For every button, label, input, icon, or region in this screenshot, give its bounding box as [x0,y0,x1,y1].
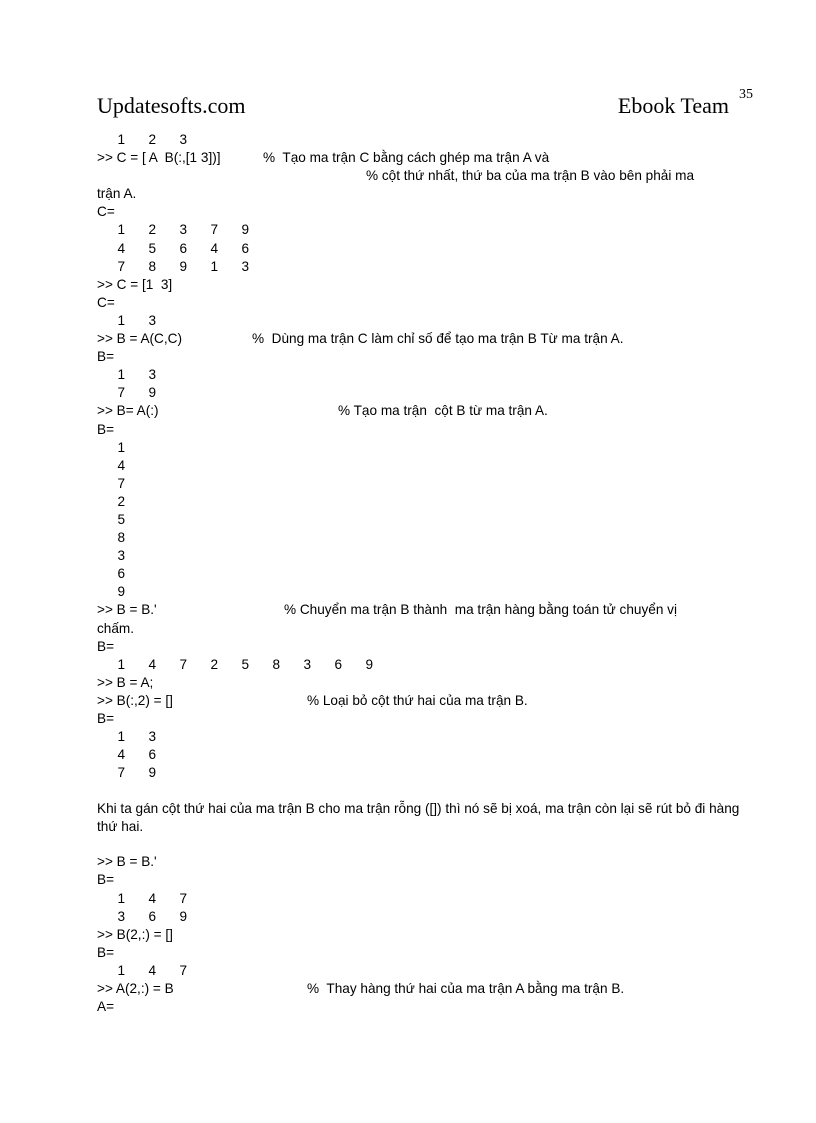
code-line [97,421,757,439]
matrix-value: 7 [117,385,125,401]
code-text: B= [97,872,115,888]
matrix-value: 4 [148,890,156,906]
code-line [97,853,757,871]
matrix-value: 3 [241,258,249,274]
matrix-value: 2 [148,132,156,147]
code-comment: % Dùng ma trận C làm chỉ số để tạo ma trận B Từ ma trận A. [252,331,624,347]
matrix-value: 6 [148,908,156,924]
matrix-value: 1 [117,222,125,238]
code-text: >> B = A; [97,674,154,690]
code-text: >> B = B.' [97,854,157,870]
matrix-value: 1 [117,890,125,906]
matrix-value: 3 [117,908,125,924]
matrix-value: 3 [179,222,187,238]
matrix-row [97,908,757,926]
code-line [97,149,757,167]
matrix-value: 6 [179,240,187,256]
matrix-row [97,746,757,764]
team-name [617,87,753,119]
matrix-value: 5 [241,656,249,672]
code-line [97,638,757,656]
code-line [97,710,757,728]
code-line [97,330,757,348]
matrix-value: 9 [179,258,187,274]
matrix-value: 3 [148,367,156,383]
code-comment: % Loại bỏ cột thứ hai của ma trận B. [307,692,528,708]
matrix-row [97,131,757,149]
matrix-value: 1 [117,962,125,978]
matrix-row [97,511,757,529]
code-text: A= [97,999,115,1015]
matrix-value: 7 [117,258,125,274]
matrix-value: 1 [117,132,125,147]
matrix-row [97,240,757,258]
matrix-value: 9 [241,222,249,238]
code-text: B= [97,349,115,365]
matrix-row [97,384,757,402]
code-text: B= [97,421,115,437]
code-text: >> B(:,2) = [] [97,692,173,708]
matrix-value: 7 [117,765,125,781]
matrix-value: 4 [117,240,125,256]
code-line [97,692,757,710]
matrix-value: 4 [210,240,218,256]
page-number: 35 [739,87,753,102]
matrix-row [97,728,757,746]
code-line [97,601,757,619]
code-block-1 [97,131,757,782]
matrix-value: 4 [148,656,156,672]
code-line [97,167,757,185]
code-text: C= [97,204,115,220]
matrix-value: 1 [210,258,218,274]
matrix-value: 7 [179,962,187,978]
site-name: Updatesofts.com [97,93,246,118]
code-comment: % Tạo ma trận cột B từ ma trận A. [338,403,548,419]
matrix-value: 4 [117,457,125,473]
matrix-value: 6 [334,656,342,672]
matrix-value: 2 [148,222,156,238]
page-header [97,87,753,123]
matrix-row [97,221,757,239]
matrix-value: 2 [117,493,125,509]
code-text: B= [97,711,115,726]
matrix-value: 6 [241,240,249,256]
matrix-value: 7 [179,656,187,672]
code-text: >> B= A(:) [97,403,159,419]
matrix-value: 1 [117,312,125,328]
matrix-value: 2 [210,656,218,672]
code-line [97,348,757,366]
matrix-value: 5 [148,240,156,256]
matrix-value: 3 [148,312,156,328]
matrix-value: 1 [117,367,125,383]
matrix-row [97,258,757,276]
matrix-row [97,565,757,583]
matrix-row [97,890,757,908]
matrix-row [97,764,757,782]
code-line [97,620,757,638]
matrix-value: 7 [210,222,218,238]
code-text: B= [97,638,115,654]
code-line [97,203,757,221]
matrix-value: 5 [117,511,125,527]
code-line [97,402,757,420]
matrix-row [97,475,757,493]
code-text: trận A. [97,186,137,202]
matrix-row [97,457,757,475]
matrix-row [97,547,757,565]
explanation-paragraph: Khi ta gán cột thứ hai của ma trận B cho ma trận rỗng ([]) thì nó sẽ bị xoá, ma trận còn lại sẽ rút bỏ đi hàng thứ hai. [97,801,740,834]
matrix-value: 1 [117,729,125,745]
code-text: C= [97,294,115,310]
code-line [97,674,757,692]
code-text: >> B = A(C,C) [97,331,182,347]
code-text: chấm. [97,620,135,636]
matrix-value: 8 [117,530,125,546]
matrix-value: 3 [148,729,156,745]
matrix-value: 9 [179,908,187,924]
matrix-row [97,656,757,674]
matrix-value: 8 [148,258,156,274]
team-label: Ebook Team [617,93,729,118]
code-comment: % Chuyển ma trận B thành ma trận hàng bằng toán tử chuyển vị [284,602,677,618]
matrix-value: 7 [179,890,187,906]
matrix-row [97,312,757,330]
matrix-value: 9 [365,656,373,672]
document-body [97,131,757,1016]
matrix-value: 3 [303,656,311,672]
code-text: B= [97,944,115,960]
matrix-row [97,439,757,457]
matrix-row [97,962,757,980]
matrix-value: 9 [148,385,156,401]
matrix-value: 1 [117,656,125,672]
matrix-value: 9 [148,765,156,781]
matrix-row [97,366,757,384]
code-text: >> B(2,:) = [] [97,926,173,942]
code-line [97,276,757,294]
matrix-value: 4 [117,747,125,763]
spacer [97,835,757,853]
matrix-value: 6 [117,566,125,582]
code-line [97,871,757,889]
matrix-value: 3 [179,132,187,147]
matrix-value: 4 [148,962,156,978]
matrix-value: 3 [117,548,125,564]
code-line [97,294,757,312]
matrix-value: 9 [117,584,125,600]
matrix-value: 1 [117,439,125,455]
code-line [97,998,757,1016]
matrix-row [97,493,757,511]
code-line [97,926,757,944]
spacer [97,782,757,800]
code-comment: % cột thứ nhất, thứ ba của ma trận B vào bên phải ma [366,168,695,184]
code-text: >> C = [ A B(:,[1 3])] [97,150,221,166]
matrix-value: 6 [148,747,156,763]
code-line [97,980,757,998]
matrix-row [97,583,757,601]
matrix-row [97,529,757,547]
code-comment: % Tạo ma trận C bằng cách ghép ma trận A và [263,150,550,166]
matrix-value: 7 [117,475,125,491]
code-text: >> B = B.' [97,602,157,618]
matrix-value: 8 [272,656,280,672]
code-text: >> C = [1 3] [97,276,173,292]
code-line [97,944,757,962]
code-text: >> A(2,:) = B [97,981,174,997]
code-line [97,185,757,203]
code-block-2 [97,853,757,1016]
code-comment: % Thay hàng thứ hai của ma trận A bằng ma trận B. [307,981,625,997]
